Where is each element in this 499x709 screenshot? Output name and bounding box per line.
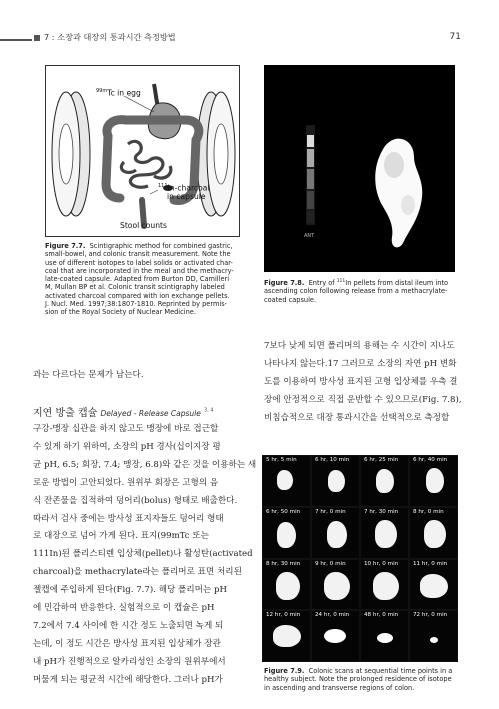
panel-time-label: 6 hr, 25 min <box>364 457 399 463</box>
svg-text:ANT: ANT <box>304 233 315 239</box>
caption-line: late-coated capsule. Adapted from Burton DD, Camilleri <box>45 275 230 284</box>
text-line: 111In)된 폴리스티렌 입상체(pellet)나 활성탄(activated <box>33 549 253 560</box>
text-line: 장에 안정적으로 직접 운반할 수 있으므로(Fig. 7.8), <box>264 394 462 405</box>
ileum-to-colon-scan <box>264 65 455 272</box>
caption-line: small-bowel, and colonic transit measurement. Note the <box>45 250 231 259</box>
figure-7-9-caption <box>264 667 464 692</box>
text-line: 수 있게 하기 위하여, 소장의 pH 경사(십이지장 평 <box>33 441 221 452</box>
text-line: 로 대장으로 넘어 가게 된다. 표지(99mTc 또는 <box>33 531 209 542</box>
caption-line: in ascending and transverse regions of colon. <box>264 683 415 692</box>
panel-time-label: 7 hr, 0 min <box>315 508 346 515</box>
panel-time-label: 8 hr, 30 min <box>266 560 301 567</box>
capsule-leader-line <box>150 190 158 194</box>
caption-line: Colonic scans at sequential time points in a <box>308 667 453 675</box>
section-title-ko: 지연 방출 캡슐 <box>33 408 98 419</box>
in-isotope-sup: 111 <box>158 183 168 189</box>
panel-time-label: 11 hr, 0 min <box>413 560 448 567</box>
scan-panel <box>360 610 409 662</box>
caption-line: healthy subject. Note the prolonged residence of isotope <box>264 675 452 684</box>
page-number: 71 <box>449 32 461 42</box>
text-line: 로운 방법이 고안되었다. 원위부 회장은 고형의 음 <box>33 477 219 488</box>
caption-line: coated capsule. <box>264 295 317 304</box>
caption-line: use of different isotopes to label solids or activated char- <box>45 258 233 267</box>
scan-panel <box>311 610 360 662</box>
egg-leader-line <box>124 96 154 112</box>
figure-7-8-caption <box>264 278 459 304</box>
scan-panel <box>409 455 458 507</box>
running-title: 7 : 소장과 대장의 통과시간 측정방법 <box>44 32 176 42</box>
panel-time-label: 6 hr, 40 min <box>413 457 448 463</box>
panel-time-label: 6 hr, 10 min <box>315 457 350 463</box>
scan-panel <box>311 455 360 507</box>
left-column-continuation: 과는 다르다는 문제가 남는다. <box>33 370 144 380</box>
text-line: 따라서 검사 중에는 방사성 표지자들도 덩어리 형태 <box>33 513 224 524</box>
panel-time-label: 6 hr, 50 min <box>266 508 301 515</box>
scan-panel <box>262 507 311 559</box>
ascending-colon <box>106 136 120 198</box>
scan-panel <box>262 610 311 662</box>
left-column-paragraph <box>33 421 256 690</box>
panel-time-label: 8 hr, 0 min <box>413 508 444 515</box>
figure-7-9-panels <box>262 455 458 662</box>
panel-time-label: 24 hr, 0 min <box>315 612 350 619</box>
left-detector <box>52 92 90 216</box>
text-line: 나타나지 않는다.17 그러므로 소장의 자연 pH 변화 <box>264 358 457 369</box>
gi-tract-diagram <box>46 66 240 237</box>
text-line: 식 잔존물을 집적하여 덩어리(bolus) 형태로 배출한다. <box>33 495 238 506</box>
scan-panel <box>409 507 458 559</box>
caption-line: Scintigraphic method for combined gastric, <box>89 242 233 250</box>
charcoal-text: In-charcoal <box>167 183 210 193</box>
text-line: 7.2에서 7.4 사이에 한 시간 정도 노출되면 녹게 되 <box>33 620 224 631</box>
text-line: 젤캡에 주입하게 된다(Fig. 7.7). 해당 폴리머는 pH <box>33 585 227 596</box>
caption-line: coal that are incorporated in the meal and the methacry- <box>45 266 234 275</box>
panel-time-label: 9 hr, 0 min <box>315 560 346 567</box>
figure-7-7-diagram <box>45 65 240 237</box>
isotope-sup: 111 <box>336 279 346 284</box>
text-line: 에 민감하여 반응한다. 실험적으로 이 캡슐은 pH <box>33 603 215 614</box>
panel-time-label: 48 hr, 0 min <box>364 612 399 619</box>
caption-line: sion of the Royal Society of Nuclear Medicine. <box>45 308 196 317</box>
caption-line: M, Mullan BP et al. Colonic transit scintigraphy labeled <box>45 283 225 292</box>
running-header <box>0 32 499 46</box>
scan-panel <box>262 559 311 611</box>
tc-isotope-sup: 99m <box>96 88 108 94</box>
panel-time-label: 10 hr, 0 min <box>364 560 399 567</box>
text-line: 는데, 이 정도 시간은 방사성 표지된 입상체가 장관 <box>33 638 221 649</box>
scan-panel <box>360 507 409 559</box>
caption-label: Figure 7.9. <box>264 667 305 675</box>
panel-time-label: 5 hr, 5 min <box>266 457 297 463</box>
scan-panel <box>311 559 360 611</box>
scan-panel <box>409 559 458 611</box>
figure-7-7-caption <box>45 242 245 317</box>
section-title-en: Delayed - Release Capsule <box>100 409 201 418</box>
caption-label: Figure 7.7. <box>45 242 86 250</box>
scan-panel <box>311 507 360 559</box>
caption-line: J. Nucl. Med. 1997;38:1807-1810. Reprinted by permis- <box>45 300 228 309</box>
header-square-marker <box>34 35 40 41</box>
scan-panel <box>262 455 311 507</box>
text-line: 내 pH가 진행적으로 알카리성인 소장의 원위부에서 <box>33 656 226 667</box>
header-rule <box>0 39 32 41</box>
small-bowel <box>121 141 171 187</box>
capsule-label: in capsule <box>167 192 206 201</box>
text-line: charcoal)을 methacrylate라는 폴리머로 표면 처리된 <box>33 567 242 578</box>
panel-time-label: 72 hr, 0 min <box>413 612 448 619</box>
caption-line: Entry of <box>308 279 337 288</box>
figure-7-8-scan <box>264 65 455 272</box>
panel-time-label: 12 hr, 0 min <box>266 612 301 619</box>
stool-counts-label: Stool counts <box>120 221 167 230</box>
caption-line: In pellets from distal ileum into <box>345 279 449 288</box>
panel-time-label: 7 hr, 30 min <box>364 508 399 515</box>
esophagus <box>154 84 158 106</box>
text-line: 7보다 낮게 되면 폴리머의 용해는 수 시간이 지나도 <box>264 341 455 351</box>
right-column-paragraph <box>264 338 462 428</box>
caption-line: activated charcoal compared with ion exchange pellets. <box>45 291 230 300</box>
tc-egg-text: Tc in egg <box>107 88 141 98</box>
section-ref: 3, 4 <box>204 407 214 414</box>
scan-panel <box>409 610 458 662</box>
caption-label: Figure 7.8. <box>264 279 305 288</box>
text-line: 머물게 되는 평균적 시간에 해당한다. 그러나 pH가 <box>33 674 223 685</box>
text-line: 비침습적으로 대장 통과시간을 선택적으로 측정할 <box>264 412 450 423</box>
caption-line: ascending colon following release from a methacrylate- <box>264 287 448 296</box>
text-line: 균 pH, 6.5; 회장, 7.4; 맹장, 6.8)와 같은 것을 이용하는 새 <box>33 459 257 470</box>
tc-egg-label <box>96 88 141 98</box>
section-heading <box>33 404 214 419</box>
scan-panel <box>360 559 409 611</box>
text-line: 구강-맹장 십관을 하지 않고도 맹장에 바로 접근할 <box>33 424 219 434</box>
text-line: 도를 이용하여 방사성 표지된 고형 입상체를 우측 결 <box>264 376 458 387</box>
scan-panel <box>360 455 409 507</box>
